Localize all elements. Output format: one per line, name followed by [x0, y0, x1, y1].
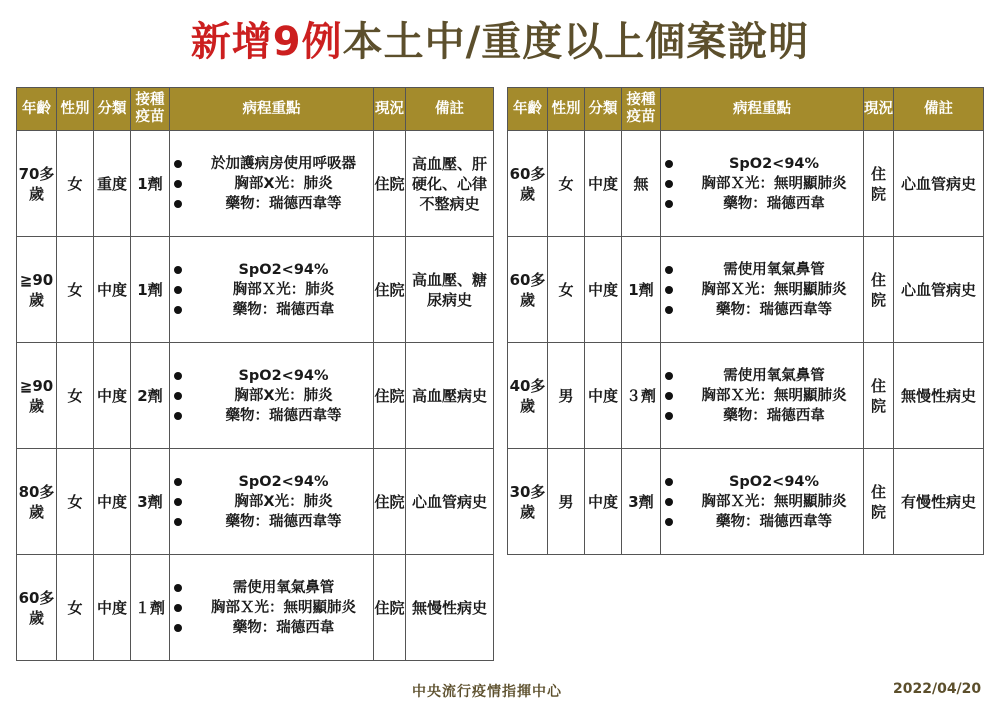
note-cell: 心血管病史 — [406, 449, 494, 555]
course-list — [661, 366, 863, 426]
course-item: 藥物：瑞德西韋 — [170, 618, 373, 638]
age-cell: 40多歲 — [508, 343, 548, 449]
status-cell: 住院 — [374, 237, 406, 343]
severity-cell: 中度 — [94, 555, 131, 661]
note-cell: 無慢性病史 — [406, 555, 494, 661]
note-cell: 無慢性病史 — [894, 343, 984, 449]
table-row — [17, 237, 494, 343]
header-vaccine: 接種疫苗 — [131, 88, 170, 131]
header-course: 病程重點 — [661, 88, 864, 131]
table-row — [508, 449, 984, 555]
note-cell: 心血管病史 — [894, 237, 984, 343]
course-cell — [661, 449, 864, 555]
course-list — [661, 154, 863, 214]
course-item: 胸部X光：肺炎 — [170, 386, 373, 406]
note-cell: 有慢性病史 — [894, 449, 984, 555]
status-cell: 住院 — [374, 555, 406, 661]
sex-cell: 女 — [57, 237, 94, 343]
age-cell: 70多歲 — [17, 131, 57, 237]
vaccine-cell: 2劑 — [131, 343, 170, 449]
course-item: 藥物：瑞德西韋等 — [661, 512, 863, 532]
vaccine-cell: ３劑 — [622, 343, 661, 449]
course-list — [661, 472, 863, 532]
course-list — [661, 260, 863, 320]
title-highlight: 新增9例 — [190, 19, 343, 65]
sex-cell: 男 — [548, 449, 585, 555]
status-cell: 住院 — [864, 237, 894, 343]
note-cell: 高血壓病史 — [406, 343, 494, 449]
severity-cell: 中度 — [94, 343, 131, 449]
age-cell: 30多歲 — [508, 449, 548, 555]
vaccine-cell: １劑 — [131, 555, 170, 661]
table-row — [17, 131, 494, 237]
severity-cell: 中度 — [585, 449, 622, 555]
course-cell — [170, 343, 374, 449]
severity-cell: 中度 — [585, 131, 622, 237]
course-list — [170, 260, 373, 320]
table-header-row — [17, 88, 494, 131]
age-cell: ≧90歲 — [17, 343, 57, 449]
course-cell — [170, 237, 374, 343]
severity-cell: 中度 — [94, 449, 131, 555]
table-row — [17, 449, 494, 555]
course-cell — [170, 449, 374, 555]
sex-cell: 女 — [548, 131, 585, 237]
note-cell: 心血管病史 — [894, 131, 984, 237]
age-cell: 80多歲 — [17, 449, 57, 555]
course-item: 藥物：瑞德西韋等 — [661, 300, 863, 320]
course-item: 需使用氧氣鼻管 — [170, 578, 373, 598]
course-item: 藥物：瑞德西韋 — [661, 194, 863, 214]
sex-cell: 男 — [548, 343, 585, 449]
severity-cell: 中度 — [585, 237, 622, 343]
table-row — [508, 343, 984, 449]
table-header-row — [508, 88, 984, 131]
course-item: 胸部Ｘ光：無明顯肺炎 — [661, 492, 863, 512]
course-item: SpO2<94% — [170, 260, 373, 280]
header-note: 備註 — [406, 88, 494, 131]
course-item: 藥物：瑞德西韋 — [170, 300, 373, 320]
course-item: SpO2<94% — [661, 154, 863, 174]
vaccine-cell: 3劑 — [622, 449, 661, 555]
sex-cell: 女 — [57, 131, 94, 237]
sex-cell: 女 — [548, 237, 585, 343]
header-sex: 性別 — [57, 88, 94, 131]
age-cell: 60多歲 — [17, 555, 57, 661]
vaccine-cell: 無 — [622, 131, 661, 237]
note-cell: 高血壓、糖尿病史 — [406, 237, 494, 343]
note-cell: 高血壓、肝硬化、心律不整病史 — [406, 131, 494, 237]
course-item: 胸部Ｘ光：無明顯肺炎 — [170, 598, 373, 618]
status-cell: 住院 — [864, 343, 894, 449]
course-list — [170, 154, 373, 214]
course-item: 於加護病房使用呼吸器 — [170, 154, 373, 174]
course-item: 胸部X光：肺炎 — [170, 174, 373, 194]
header-age: 年齡 — [508, 88, 548, 131]
status-cell: 住院 — [374, 449, 406, 555]
course-list — [170, 366, 373, 426]
header-vaccine: 接種疫苗 — [622, 88, 661, 131]
sex-cell: 女 — [57, 555, 94, 661]
course-item: 需使用氧氣鼻管 — [661, 366, 863, 386]
status-cell: 住院 — [374, 343, 406, 449]
course-item: SpO2<94% — [661, 472, 863, 492]
header-age: 年齡 — [17, 88, 57, 131]
course-item: 需使用氧氣鼻管 — [661, 260, 863, 280]
status-cell: 住院 — [374, 131, 406, 237]
vaccine-cell: 1劑 — [131, 131, 170, 237]
page-title — [0, 14, 1000, 70]
severity-cell: 中度 — [585, 343, 622, 449]
age-cell: ≧90歲 — [17, 237, 57, 343]
age-cell: 60多歲 — [508, 237, 548, 343]
header-severity: 分類 — [94, 88, 131, 131]
course-item: 胸部Ｘ光：無明顯肺炎 — [661, 174, 863, 194]
course-cell — [661, 131, 864, 237]
header-course: 病程重點 — [170, 88, 374, 131]
header-status: 現況 — [374, 88, 406, 131]
header-note: 備註 — [894, 88, 984, 131]
course-cell — [661, 237, 864, 343]
vaccine-cell: 3劑 — [131, 449, 170, 555]
course-item: 藥物：瑞德西韋等 — [170, 194, 373, 214]
vaccine-cell: 1劑 — [622, 237, 661, 343]
header-severity: 分類 — [585, 88, 622, 131]
status-cell: 住院 — [864, 131, 894, 237]
course-cell — [170, 131, 374, 237]
course-cell — [661, 343, 864, 449]
course-item: SpO2<94% — [170, 472, 373, 492]
left-case-table — [16, 87, 494, 661]
course-cell — [170, 555, 374, 661]
course-item: 胸部X光：肺炎 — [170, 492, 373, 512]
sex-cell: 女 — [57, 343, 94, 449]
course-list — [170, 578, 373, 638]
table-row — [508, 237, 984, 343]
course-item: 胸部Ｘ光：肺炎 — [170, 280, 373, 300]
course-item: 藥物：瑞德西韋 — [661, 406, 863, 426]
status-cell: 住院 — [864, 449, 894, 555]
course-item: 胸部Ｘ光：無明顯肺炎 — [661, 280, 863, 300]
footer-organization: 中央流行疫情指揮中心 — [412, 684, 562, 700]
table-row — [17, 343, 494, 449]
course-item: 藥物：瑞德西韋等 — [170, 406, 373, 426]
header-status: 現況 — [864, 88, 894, 131]
severity-cell: 中度 — [94, 237, 131, 343]
title-rest: 本土中/重度以上個案說明 — [342, 19, 810, 65]
sex-cell: 女 — [57, 449, 94, 555]
table-row — [508, 131, 984, 237]
age-cell: 60多歲 — [508, 131, 548, 237]
course-item: 胸部Ｘ光：無明顯肺炎 — [661, 386, 863, 406]
footer-date: 2022/04/20 — [893, 681, 982, 697]
course-list — [170, 472, 373, 532]
right-case-table — [507, 87, 984, 555]
vaccine-cell: 1劑 — [131, 237, 170, 343]
table-row — [17, 555, 494, 661]
course-item: 藥物：瑞德西韋等 — [170, 512, 373, 532]
course-item: SpO2<94% — [170, 366, 373, 386]
severity-cell: 重度 — [94, 131, 131, 237]
header-sex: 性別 — [548, 88, 585, 131]
